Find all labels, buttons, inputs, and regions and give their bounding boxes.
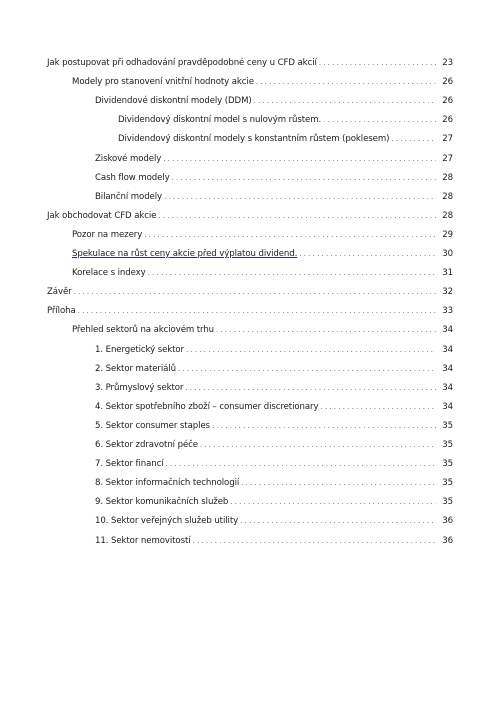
toc-entry-title: 10. Sektor veřejných služeb utility	[95, 516, 239, 527]
toc-page-number: 28	[442, 210, 453, 221]
toc-entry[interactable]	[95, 95, 453, 107]
toc-leader-dots	[186, 344, 436, 356]
toc-leader-dots	[212, 420, 436, 432]
toc-leader-dots	[78, 305, 436, 317]
toc-entry-title: Bilanční modely	[95, 191, 163, 202]
toc-leader-dots	[254, 95, 436, 107]
toc-leader-dots	[323, 114, 436, 126]
toc-entry[interactable]	[95, 458, 453, 470]
toc-entry[interactable]	[72, 76, 453, 88]
toc-page-number: 30	[442, 249, 453, 259]
toc-entry[interactable]	[95, 535, 453, 547]
toc-entry-title: Přehled sektorů na akciovém trhu	[72, 325, 215, 336]
toc-entry-title: Jak postupovat při odhadování pravděpodobné ceny u CFD akcií	[47, 58, 317, 68]
toc-leader-dots	[166, 458, 436, 470]
toc-entry[interactable]	[95, 439, 453, 451]
toc-entry[interactable]	[72, 324, 453, 336]
toc-entry[interactable]	[95, 477, 453, 489]
toc-page-number: 26	[442, 115, 453, 126]
toc-entry[interactable]	[118, 133, 453, 145]
toc-leader-dots	[193, 535, 436, 547]
toc-entry-title: Dividendové diskontní modely (DDM)	[95, 96, 252, 107]
toc-page-number: 26	[442, 96, 453, 107]
toc-entry-title: Korelace s indexy	[72, 268, 146, 279]
toc-entry[interactable]	[47, 57, 453, 69]
toc-entry-title: 11. Sektor nemovitostí	[95, 535, 191, 546]
toc-page-number: 35	[442, 440, 453, 450]
toc-leader-dots	[74, 286, 436, 298]
toc-entry[interactable]	[47, 210, 453, 222]
toc-entry-title: Cash flow modely	[95, 172, 170, 183]
toc-page-number: 35	[442, 459, 453, 470]
toc-entry-title: Spekulace na růst ceny akcie před výplatou dividend.	[72, 249, 298, 259]
toc-entry-title: Dividendový diskontní modely s konstantním růstem (poklesem)	[118, 134, 390, 145]
toc-leader-dots	[185, 382, 436, 394]
toc-entry-title: Příloha	[47, 306, 76, 317]
toc-page-number: 34	[442, 325, 453, 336]
toc-leader-dots	[144, 229, 436, 241]
toc-entry-title: Jak obchodovat CFD akcie	[47, 210, 157, 221]
toc-page-number: 35	[442, 478, 453, 489]
toc-entry[interactable]	[72, 267, 453, 279]
toc-leader-dots	[148, 267, 436, 279]
toc-entry[interactable]	[95, 401, 453, 413]
toc-entry[interactable]	[118, 114, 453, 126]
toc-entry-title: Modely pro stanovení vnitřní hodnoty akcie	[72, 77, 254, 88]
toc-entry-title: 5. Sektor consumer staples	[95, 420, 210, 431]
toc-entry-title: 8. Sektor informačních technologií	[95, 478, 240, 489]
toc-page-number: 27	[442, 134, 453, 145]
toc-page-number: 35	[442, 497, 453, 508]
toc-entry-title: Závěr	[47, 287, 72, 298]
toc-page-number: 31	[442, 268, 453, 279]
toc-entry-title: 7. Sektor financí	[95, 459, 164, 470]
toc-leader-dots	[299, 248, 436, 260]
toc-page-number: 36	[442, 535, 453, 546]
toc-page-number: 26	[442, 77, 453, 88]
toc-page-number: 34	[442, 382, 453, 393]
toc-leader-dots	[391, 133, 436, 145]
toc-entry[interactable]	[72, 229, 453, 241]
toc-page-number: 33	[442, 306, 453, 317]
toc-entry[interactable]	[95, 344, 453, 356]
toc-leader-dots	[256, 76, 436, 88]
toc-entry-title: Ziskové modely	[95, 153, 162, 164]
toc-page-number: 34	[442, 401, 453, 412]
toc-entry[interactable]	[95, 172, 453, 184]
toc-page-number: 23	[442, 58, 453, 68]
toc-entry[interactable]	[72, 248, 453, 260]
toc-entry-title: 3. Průmyslový sektor	[95, 382, 184, 393]
toc-leader-dots	[216, 324, 436, 336]
toc-page-number: 34	[442, 344, 453, 355]
toc-leader-dots	[230, 496, 436, 508]
toc-entry[interactable]	[95, 363, 453, 375]
toc-entry[interactable]	[95, 420, 453, 432]
toc-entry[interactable]	[95, 515, 453, 527]
toc-page-number: 28	[442, 172, 453, 183]
toc-entry[interactable]	[47, 286, 453, 298]
toc-entry[interactable]	[95, 382, 453, 394]
toc-entry-title: 9. Sektor komunikačních služeb	[95, 497, 229, 508]
toc-entry-title: 6. Sektor zdravotní péče	[95, 440, 198, 450]
toc-entry-title: Dividendový diskontní model s nulovým růstem.	[118, 115, 322, 126]
toc-leader-dots	[164, 191, 436, 203]
toc-entry-title: 2. Sektor materiálů	[95, 363, 176, 374]
toc-entry-title: 4. Sektor spotřebního zboží – consumer discretionary	[95, 401, 319, 412]
toc-leader-dots	[200, 439, 436, 451]
toc-leader-dots	[158, 210, 436, 222]
toc-leader-dots	[163, 153, 436, 165]
toc-leader-dots	[319, 57, 436, 69]
toc-leader-dots	[240, 515, 436, 527]
toc-leader-dots	[172, 172, 436, 184]
toc-entry[interactable]	[95, 496, 453, 508]
toc-leader-dots	[241, 477, 436, 489]
toc-page-number: 29	[442, 229, 453, 240]
toc-page-number: 27	[442, 153, 453, 164]
toc-page-number: 32	[442, 287, 453, 298]
toc-entry-title: Pozor na mezery	[72, 229, 143, 240]
toc-entry[interactable]	[95, 191, 453, 203]
toc-page-number: 36	[442, 516, 453, 527]
toc-page-number: 35	[442, 420, 453, 431]
toc-page-number: 28	[442, 191, 453, 202]
toc-page-number: 34	[442, 363, 453, 374]
toc-entry[interactable]	[95, 153, 453, 165]
toc-entry[interactable]	[47, 305, 453, 317]
toc-leader-dots	[320, 401, 436, 413]
toc-leader-dots	[178, 363, 436, 375]
toc-entry-title: 1. Energetický sektor	[95, 344, 184, 355]
